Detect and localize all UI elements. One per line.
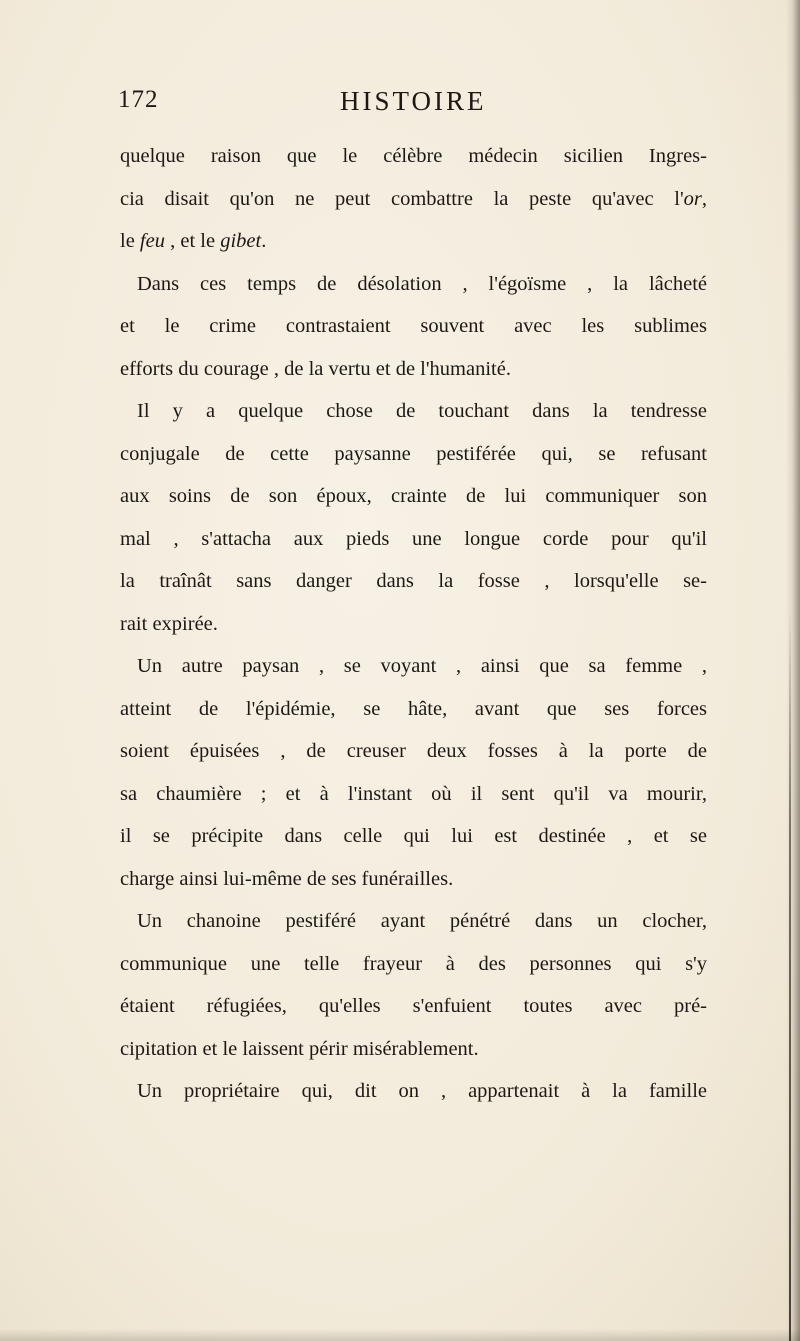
paragraph-start: Dans ces temps de désolation , l'égoïsme , la lâcheté xyxy=(137,272,707,295)
page-bottom-shadow xyxy=(0,1329,800,1341)
text-span: , et le xyxy=(164,230,221,252)
text-line: et le crime contrastaient souvent avec les sublimes xyxy=(120,315,707,337)
page-number: 172 xyxy=(118,86,159,113)
text-line: la traînât sans danger dans la fosse , lorsqu'elle se- xyxy=(120,570,707,592)
text-span: . xyxy=(261,230,267,252)
text-line: efforts du courage , de la vertu et de l'humanité. xyxy=(120,357,511,380)
body-text xyxy=(120,135,707,1113)
italic-word-gibet: gibet xyxy=(220,230,262,252)
italic-word-feu: feu xyxy=(139,230,165,252)
text-line: rait expirée. xyxy=(120,612,218,635)
paragraph-start: Un propriétaire qui, dit on , appartenait à la famille xyxy=(137,1080,707,1102)
text-line xyxy=(120,220,707,263)
italic-word-or: or xyxy=(683,187,702,210)
paragraph-start: Un chanoine pestiféré ayant pénétré dans un clocher, xyxy=(137,910,707,932)
text-span: le xyxy=(120,230,140,252)
text-span: , xyxy=(701,187,707,210)
text-span: cia disait qu'on ne peut combattre la peste qu'avec l' xyxy=(120,187,684,210)
page-edge-line xyxy=(789,610,791,1341)
paragraph-start: Il y a quelque chose de touchant dans la tendresse xyxy=(137,400,707,422)
text-line: sa chaumière ; et à l'instant où il sent qu'il va mourir, xyxy=(120,782,707,805)
text-line: charge ainsi lui-même de ses funérailles. xyxy=(120,867,454,890)
text-line: atteint de l'épidémie, se hâte, avant que ses forces xyxy=(120,697,707,720)
text-line: aux soins de son époux, crainte de lui communiquer son xyxy=(120,485,707,507)
running-title: HISTOIRE xyxy=(340,86,487,116)
text-line: il se précipite dans celle qui lui est destinée , et se xyxy=(120,825,707,847)
text-line: conjugale de cette paysanne pestiférée qui, se refusant xyxy=(120,442,707,465)
paragraph-start: Un autre paysan , se voyant , ainsi que sa femme , xyxy=(137,655,707,677)
page-header xyxy=(118,86,678,126)
text-line: mal , s'attacha aux pieds une longue corde pour qu'il xyxy=(120,527,707,550)
text-line: communique une telle frayeur à des personnes qui s'y xyxy=(120,952,707,975)
text-line xyxy=(120,178,707,221)
text-line: soient épuisées , de creuser deux fosses à la porte de xyxy=(120,740,707,762)
text-line: quelque raison que le célèbre médecin sicilien Ingres- xyxy=(120,145,707,167)
text-line: cipitation et le laissent périr misérablement. xyxy=(120,1037,479,1060)
text-line: étaient réfugiées, qu'elles s'enfuient toutes avec pré- xyxy=(120,995,707,1017)
